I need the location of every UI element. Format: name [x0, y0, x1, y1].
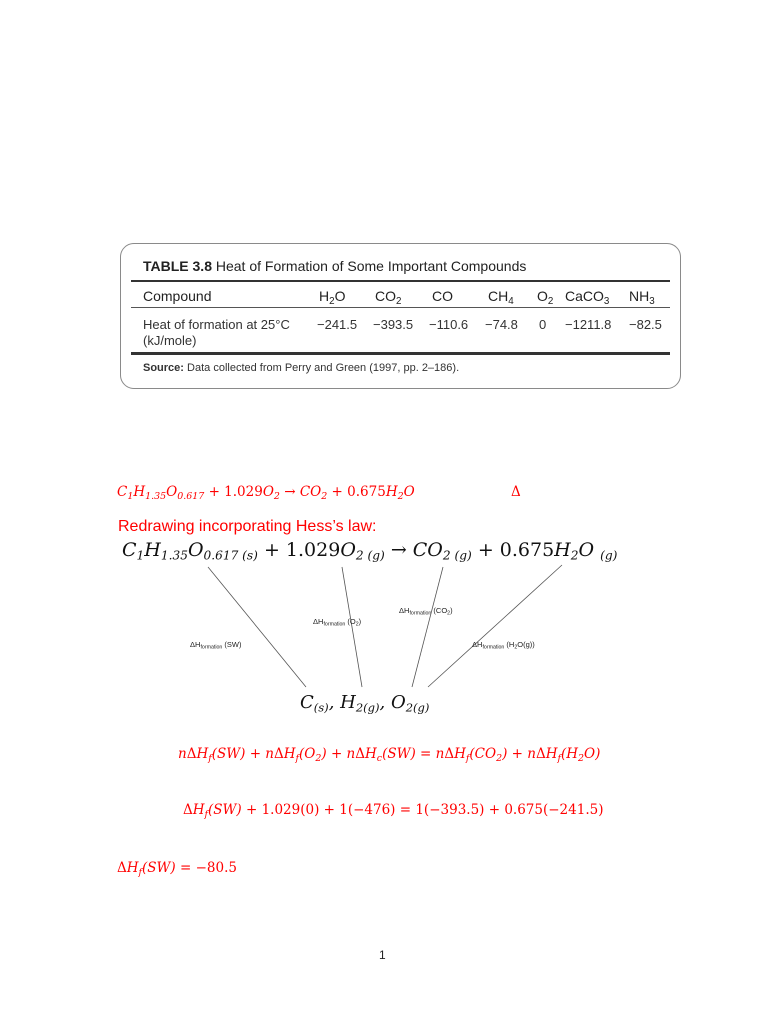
source-label: Source:: [143, 362, 184, 374]
table-value-co2: −393.5: [373, 317, 414, 332]
source-text: Data collected from Perry and Green (1997, pp. 2–186).: [187, 362, 460, 374]
hess-law-diagram: [110, 535, 650, 725]
delta-h-o2-label: $\Delta H_{formation}$ $(O_2)$: [313, 617, 362, 628]
table-top-rule: [131, 280, 670, 282]
table-header-caco3: CaCO$_3$: [565, 288, 610, 307]
table-value-caco3: −1211.8: [565, 317, 612, 332]
table-value-ch4: −74.8: [485, 317, 518, 332]
table-header-h2o: $H_2O$: [319, 288, 346, 307]
table-header-compound: Compound: [143, 288, 212, 304]
elements-equation: $C_{(s)}$, $H_{2(g)}$, $O_{2(g)}$: [300, 692, 430, 715]
h2o-connector-line: [428, 565, 562, 687]
table-title-text: Heat of Formation of Some Important Compounds: [215, 258, 527, 274]
table-title: [143, 258, 526, 274]
sw-connector-line: [208, 567, 306, 687]
table-header-co: CO: [432, 288, 453, 304]
table-header-nh3: $NH_3$: [629, 288, 655, 307]
substituted-equation: $\Delta H_f(SW) + 1.029(0) + 1(-476) = 1(-393.5) + 0.675(-241.5)$: [183, 802, 604, 820]
diagram-reaction-equation: $C_1H_{1.35}O_{0.617 (s)} + 1.029O_{2 (g)} \to CO_{2 (g)} + 0.675H_2O$ $_{(g)}$: [122, 539, 618, 563]
table-row-label: Heat of formation at 25°C: [143, 317, 290, 332]
table-row-unit: (kJ/mole): [143, 333, 197, 348]
result-equation: $\Delta H_f(SW) = -80.5$: [117, 860, 237, 878]
table-header-ch4: $CH_4$: [488, 288, 514, 307]
table-bottom-rule: [131, 352, 670, 355]
delta-h-sw-label: $\Delta H_{formation}$ (SW): [190, 640, 242, 651]
heat-of-formation-table: [120, 243, 681, 389]
balance-equation: $n\Delta H_f(SW) + n\Delta H_f(O_2) + n\Delta H_c(SW) = n\Delta H_f(CO_2) + n\Delta H_f(H_2O)$: [178, 746, 601, 764]
delta-h-h2o-label: $\Delta H_{formation}$ $(H_2O(g))$: [472, 640, 535, 651]
table-mid-rule: [131, 307, 670, 308]
table-header-co2: $CO_2$: [375, 288, 402, 307]
table-value-h2o: −241.5: [317, 317, 358, 332]
table-value-nh3: −82.5: [629, 317, 662, 332]
page-number: 1: [379, 948, 386, 962]
table-header-o2: $O_2$: [537, 288, 554, 307]
table-value-co: −110.6: [429, 317, 469, 332]
co2-connector-line: [412, 567, 443, 687]
table-source: [143, 362, 459, 374]
table-label: TABLE 3.8: [143, 258, 212, 274]
table-value-o2: 0: [539, 317, 547, 332]
delta-symbol: Δ: [511, 484, 521, 500]
delta-h-co2-label: $\Delta H_{formation}$ $(CO_2)$: [399, 606, 453, 617]
reaction-equation: $C_1H_{1.35}O_{0.617} + 1.029O_2 \to CO_2 + 0.675H_2O$: [117, 484, 415, 502]
hess-law-heading: Redrawing incorporating Hess’s law:: [118, 518, 377, 535]
